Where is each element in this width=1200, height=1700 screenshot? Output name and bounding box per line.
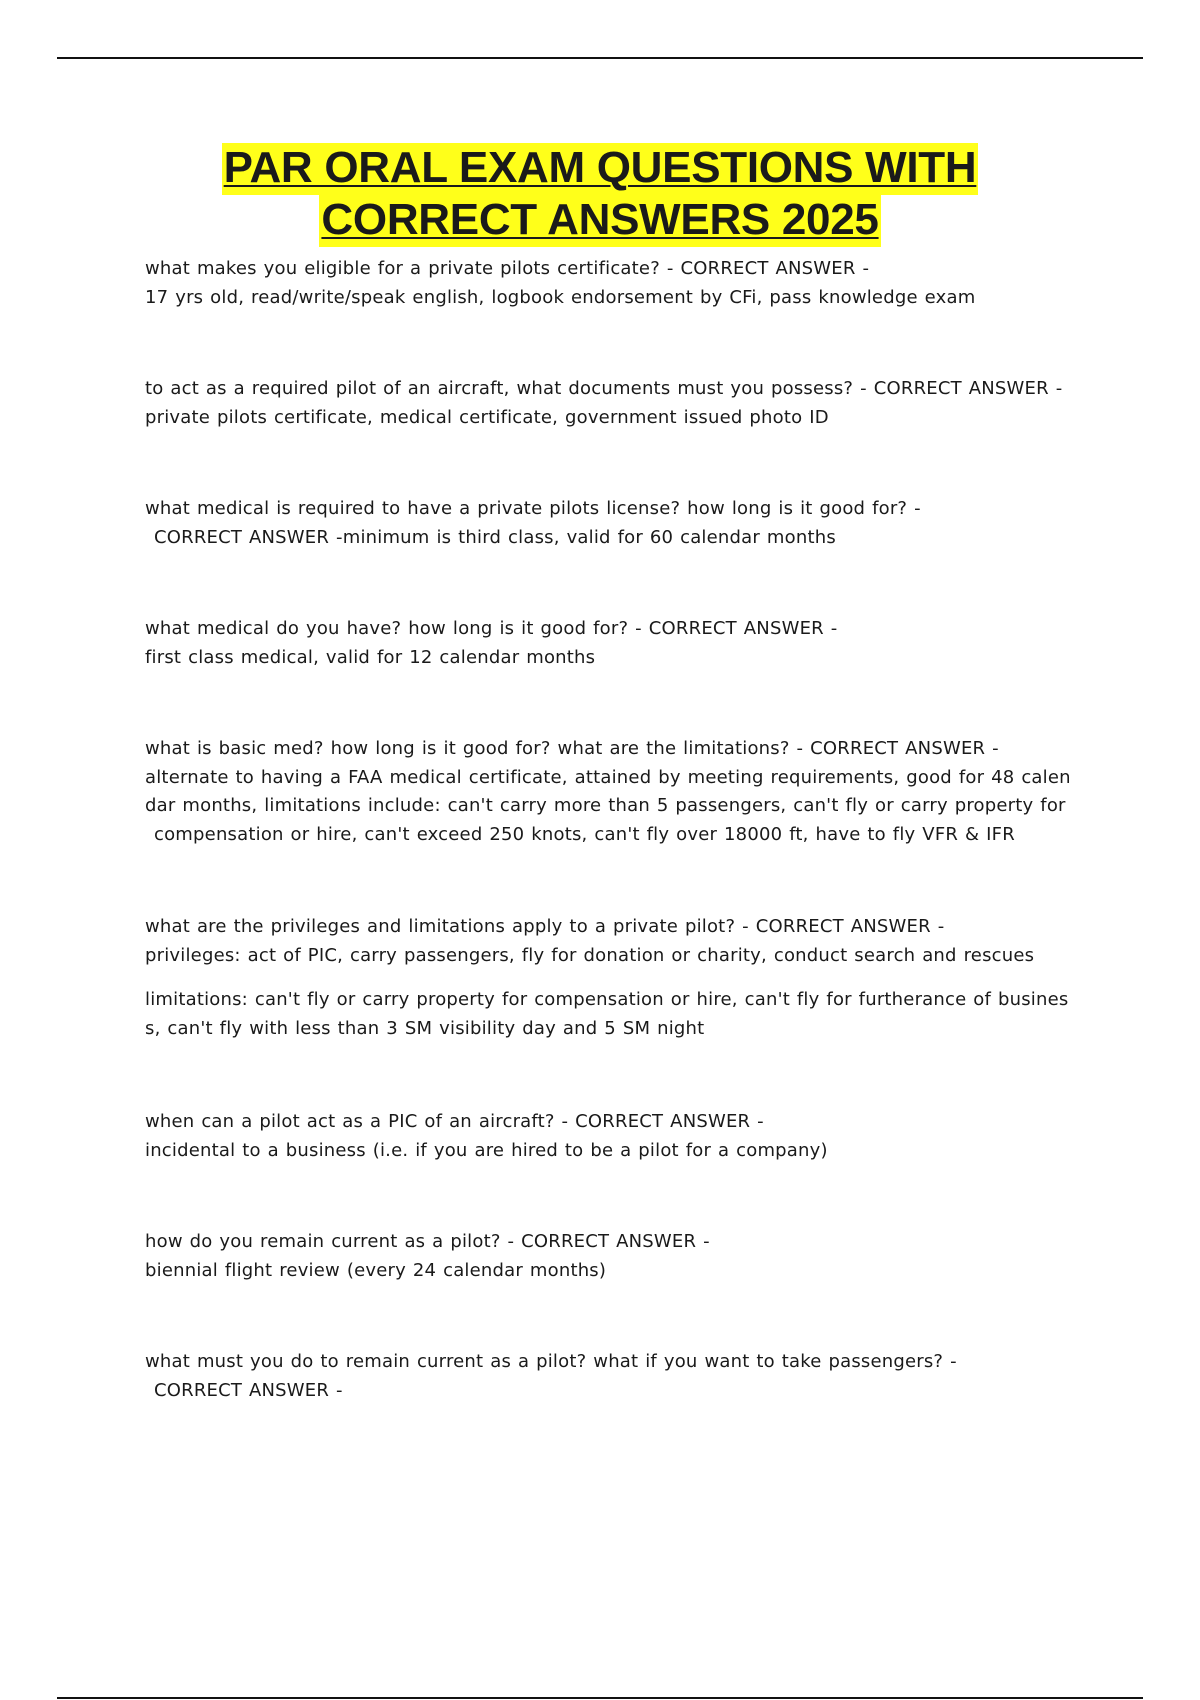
bottom-rule — [57, 1697, 1143, 1699]
title-line-1: PAR ORAL EXAM QUESTIONS WITH — [222, 143, 979, 195]
qa-item-2 — [145, 375, 1095, 432]
qa-item-5 — [145, 735, 1095, 849]
answer: dar months, limitations include: can't carry more than 5 passengers, can't fly or carry property for — [145, 795, 1066, 816]
answer: first class medical, valid for 12 calendar months — [145, 646, 596, 668]
qa-item-4 — [145, 615, 1095, 672]
answer: CORRECT ANSWER - — [154, 1379, 343, 1401]
answer: compensation or hire, can't exceed 250 knots, can't fly over 18000 ft, have to fly VFR & IFR — [154, 823, 1015, 845]
answer: limitations: can't fly or carry property for compensation or hire, can't fly for furtherance of busines — [145, 989, 1069, 1010]
question: what is basic med? how long is it good for? what are the limitations? - CORRECT ANSWER - — [145, 738, 999, 759]
document-title — [0, 143, 1200, 247]
question: to act as a required pilot of an aircraft, what documents must you possess? - CORRECT ANSWER - — [145, 378, 1063, 399]
answer: 17 yrs old, read/write/speak english, logbook endorsement by CFi, pass knowledge exam — [145, 286, 976, 308]
qa-item-6 — [145, 913, 1095, 1043]
question: how do you remain current as a pilot? - CORRECT ANSWER - — [145, 1231, 710, 1252]
answer: privileges: act of PIC, carry passengers, fly for donation or charity, conduct search and rescues — [145, 944, 1035, 966]
qa-item-7 — [145, 1108, 1095, 1165]
question: what medical do you have? how long is it good for? - CORRECT ANSWER - — [145, 618, 838, 639]
qa-item-8 — [145, 1228, 1095, 1285]
question: what makes you eligible for a private pilots certificate? - CORRECT ANSWER - — [145, 258, 870, 279]
answer: biennial flight review (every 24 calendar months) — [145, 1259, 607, 1281]
qa-item-9 — [145, 1348, 1095, 1405]
top-rule — [57, 57, 1143, 59]
answer: s, can't fly with less than 3 SM visibility day and 5 SM night — [145, 1017, 705, 1039]
answer: incidental to a business (i.e. if you are hired to be a pilot for a company) — [145, 1139, 828, 1161]
answer: alternate to having a FAA medical certificate, attained by meeting requirements, good for 48 calen — [145, 766, 1071, 788]
qa-item-1 — [145, 255, 1095, 312]
answer: private pilots certificate, medical certificate, government issued photo ID — [145, 406, 829, 428]
question: when can a pilot act as a PIC of an aircraft? - CORRECT ANSWER - — [145, 1111, 764, 1132]
title-line-2: CORRECT ANSWERS 2025 — [319, 195, 880, 247]
answer: CORRECT ANSWER -minimum is third class, valid for 60 calendar months — [154, 526, 836, 548]
question: what are the privileges and limitations apply to a private pilot? - CORRECT ANSWER - — [145, 916, 945, 937]
question: what must you do to remain current as a pilot? what if you want to take passengers? - — [145, 1351, 957, 1372]
question: what medical is required to have a private pilots license? how long is it good for? - — [145, 498, 921, 519]
qa-item-3 — [145, 495, 1095, 552]
